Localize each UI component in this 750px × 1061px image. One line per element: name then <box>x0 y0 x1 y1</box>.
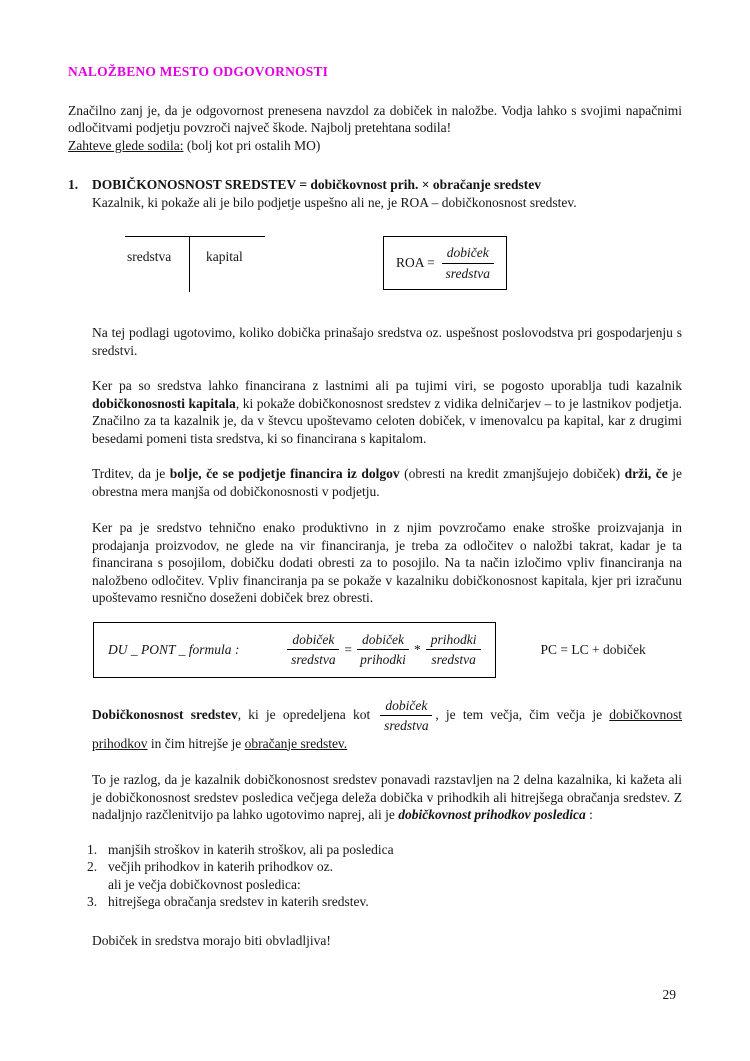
intro-text: Značilno zanj je, da je odgovornost prenesena navzdol za dobiček in naložbe. Vodja lahko s svojimi napačnimi odločitvami podjetju povzroči največ škode. Najbolj pretehtana sodila! <box>68 102 682 135</box>
list-item-number: 2. <box>87 859 98 874</box>
text-segment: in čim hitrejše je <box>147 735 245 751</box>
fraction-denominator: prihodki <box>360 652 406 667</box>
paragraph-trditev <box>92 465 682 500</box>
fraction-denominator: sredstva <box>445 265 490 281</box>
bold-segment: dobičkonosnosti kapitala <box>92 395 236 411</box>
requirements-rest: (bolj kot pri ostalih MO) <box>183 137 321 153</box>
text-segment: Ker pa so sredstva lahko financirana z lastnimi ali pa tujimi viri, se pogosto uporablja tudi kazalnik <box>92 378 682 393</box>
text-segment: (obresti na kredit zmanjšujejo dobiček) <box>399 466 625 481</box>
list-item-number: 1. <box>87 841 98 857</box>
section-heading <box>68 176 682 211</box>
multiply-sign: * <box>413 641 421 657</box>
bold-segment: Dobičkonosnost sredstev <box>92 706 238 722</box>
fraction-numerator: dobiček <box>357 631 409 651</box>
equals-sign: = <box>344 641 352 657</box>
text-segment: je obrestna mera manjša od dobičkonosnosti v podjetju. <box>92 466 682 499</box>
paragraph-dobickonosnost <box>92 697 682 753</box>
page-content <box>68 63 682 949</box>
list-item-continuation: ali je večja dobičkovnost posledica: <box>108 876 301 892</box>
fraction-numerator: prihodki <box>426 631 482 651</box>
dupont-fraction-2 <box>357 631 409 669</box>
t-account-diagram <box>125 236 265 292</box>
text-segment: , ki pokaže dobičkonosnost sredstev z vidika delničarjev – to je lastnikov podjetja. Značilno za ta kazalnik je, da v števcu upoštevamo celoten dobiček, v imenovalcu pa kapital, kar z drugimi besedami pomeni tista sredstva, ki so financirana s kapitalom. <box>92 395 682 446</box>
text-segment: To je razlog, da je kazalnik dobičkonosnost sredstev ponavadi razstavljen na 2 delna kazalnika, ki kažeta ali je dobičkonosnost sredstev posledica večjega deleža dobička v prihodkih ali hitrejšega obračanja sredstev. Z nadaljnjo razčlenitvijo pa lahko ugotovimo naprej, ali je <box>92 772 682 822</box>
fraction-denominator: sredstva <box>291 652 336 667</box>
roa-label: ROA = <box>396 255 435 271</box>
list-item <box>87 858 682 876</box>
requirements-underlined: Zahteve glede sodila: <box>68 137 184 153</box>
underlined-segment: dobičkovnost prihodkov <box>92 706 682 751</box>
roa-fraction <box>442 244 494 282</box>
ordered-list <box>87 841 682 911</box>
requirements-line <box>68 137 682 155</box>
fraction-denominator: sredstva <box>384 718 429 733</box>
closing-line: Dobiček in sredstva morajo biti obvladljiva! <box>92 932 331 948</box>
dupont-fraction-1 <box>287 631 339 669</box>
underlined-segment: obračanje sredstev. <box>244 735 348 751</box>
bold-segment: drži, če <box>624 466 668 481</box>
fraction-numerator: dobiček <box>442 244 494 264</box>
dupont-fraction-3 <box>426 631 482 669</box>
text-segment: : <box>585 807 593 822</box>
diagram-row <box>68 236 682 298</box>
list-item-number: 3. <box>87 894 98 909</box>
fraction-denominator: sredstva <box>431 652 476 667</box>
fraction-numerator: dobiček <box>380 697 432 717</box>
text-segment: , ki je opredeljena kot <box>237 706 378 722</box>
section-heading-text: DOBIČKONOSNOST SREDSTEV = dobičkovnost prih. × obračanje sredstev <box>92 177 541 192</box>
bold-segment: bolje, če se podjetje financira iz dolgov <box>169 466 400 481</box>
dupont-side-note: PC = LC + dobiček <box>540 641 646 657</box>
page-title: NALOŽBENO MESTO ODGOVORNOSTI <box>68 64 329 79</box>
t-account-right-label: kapital <box>206 249 243 264</box>
text-segment: Trditev, da je <box>92 466 170 481</box>
list-item-text: hitrejšega obračanja sredstev in katerih sredstev. <box>108 894 369 909</box>
fraction-numerator: dobiček <box>287 631 339 651</box>
dupont-formula-box <box>93 622 496 678</box>
dupont-row <box>93 622 682 678</box>
list-item <box>87 893 682 911</box>
paragraph-ker-pa-je: Ker pa je sredstvo tehnično enako produktivno in z njim povzročamo enake stroške proizvajanja in prodajanja proizvodov, ne glede na vir financiranja, je treba za odločitev o naložbi takrat, kadar je ta financirana s posojilom, dobičku dodati obresti za to posojilo. Na ta način izločimo vpliv financiranja na naložbeno odločitev. Vpliv financiranja pa se pokaže v kazalniku dobičkonosnost kapitala, kjer pri izračunu upoštevamo resnično doseženi dobiček brez obresti. <box>92 520 682 605</box>
list-item-text: večjih prihodkov in katerih prihodkov oz. <box>108 859 333 874</box>
paragraph-na-tej: Na tej podlagi ugotovimo, koliko dobička prinašajo sredstva oz. uspešnost poslovodstva pri gospodarjenju s sredstvi. <box>92 325 682 358</box>
inline-fraction <box>380 697 432 735</box>
bold-italic-segment: dobičkovnost prihodkov posledica <box>398 807 586 822</box>
roa-formula-box <box>383 236 507 290</box>
dupont-label: DU _ PONT _ formula : <box>108 641 240 657</box>
page-number: 29 <box>662 987 676 1002</box>
list-item <box>87 841 682 859</box>
paragraph-to-je-razlog <box>92 771 682 824</box>
paragraph-ker-pa-so <box>92 377 682 447</box>
list-item-text: manjših stroškov in katerih stroškov, ali pa posledica <box>108 841 394 857</box>
section-number: 1. <box>68 177 79 192</box>
t-account-left-label: sredstva <box>125 237 190 292</box>
text-segment: , je tem večja, čim večja je <box>435 706 610 722</box>
intro-paragraph <box>68 102 682 137</box>
section-subheading: Kazalnik, ki pokaže ali je bilo podjetje uspešno ali ne, je ROA – dobičkonosnost sredstev. <box>92 194 577 210</box>
